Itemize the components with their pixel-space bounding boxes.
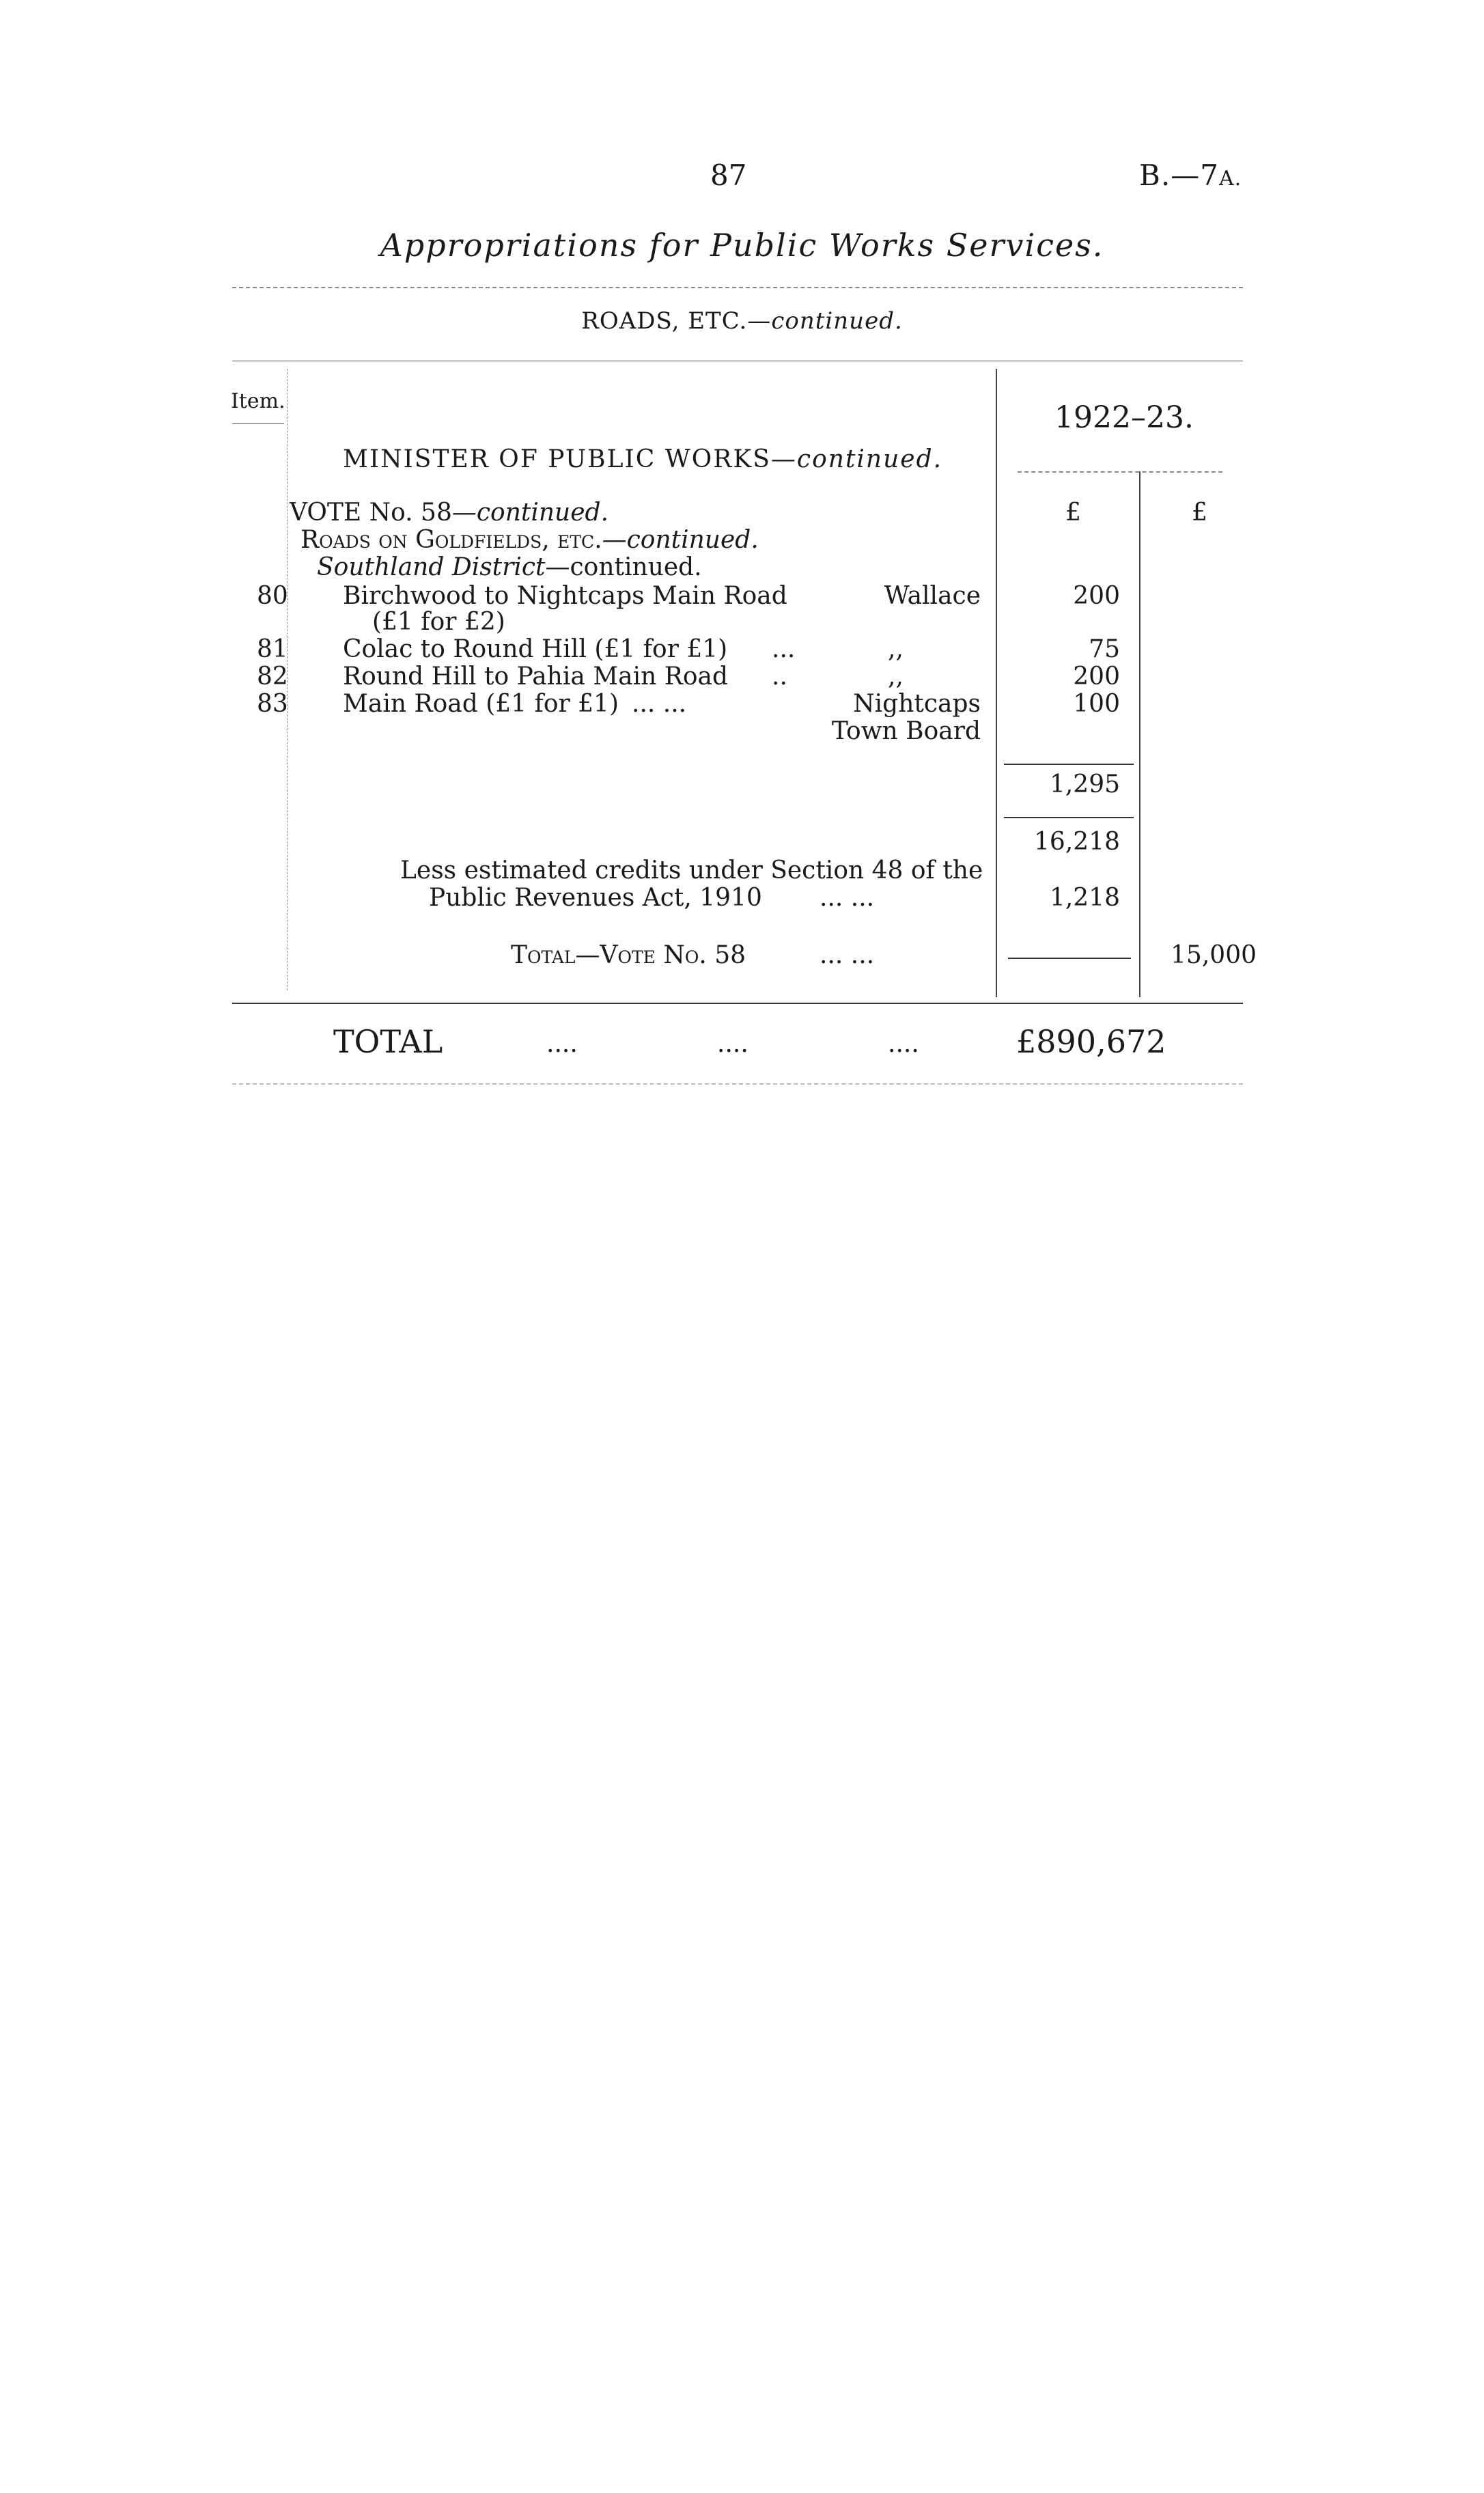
row-80-authority: Wallace — [884, 582, 981, 610]
page-number: 87 — [710, 158, 747, 192]
grand-total-dots-3: .... — [888, 1030, 919, 1058]
doc-ref-prefix: B.—7 — [1139, 158, 1219, 192]
minister-heading-continued: —continued. — [770, 445, 943, 473]
doc-ref-suffix: A. — [1218, 167, 1242, 191]
less-credits-line2: Public Revenues Act, 1910 — [429, 884, 762, 912]
row-83-authority: Nightcaps — [853, 690, 981, 718]
year-header-rule — [1018, 471, 1222, 473]
running-total-rule — [1004, 817, 1134, 818]
row-81-description: Colac to Round Hill (£1 for £1) — [343, 635, 728, 663]
document-reference — [1139, 158, 1242, 192]
grand-total-dots-1: .... — [546, 1030, 578, 1058]
page-title: Appropriations for Public Works Services. — [380, 227, 1104, 264]
row-83-item: 83 — [257, 690, 288, 718]
total-vote-label-text: Total—Vote No. 58 — [511, 941, 746, 969]
row-82-item: 82 — [257, 663, 288, 691]
subhead — [300, 526, 759, 554]
section-title — [0, 307, 1484, 335]
total-vote-leader-dots: ... ... — [820, 941, 875, 969]
row-83-amount: 100 — [1073, 690, 1120, 718]
amount-column-divider — [996, 369, 997, 997]
running-total-amount: 16,218 — [1034, 828, 1120, 856]
grand-total-label: TOTAL — [333, 1023, 443, 1060]
year-column-header: 1922–23. — [1054, 400, 1194, 435]
row-82-authority: ,, — [888, 663, 904, 691]
currency-symbol-col1: £ — [1065, 499, 1081, 527]
title-rule — [232, 287, 1243, 288]
total-vote-amount: 15,000 — [1171, 941, 1257, 969]
row-80-item: 80 — [257, 582, 288, 610]
section-label: ROADS, ETC. — [581, 307, 748, 335]
less-credits-line1: Less estimated credits under Section 48 of the — [400, 856, 983, 885]
minister-heading — [343, 445, 942, 473]
less-credits-amount: 1,218 — [1049, 884, 1120, 912]
row-82-leader-dots: .. — [772, 663, 787, 691]
item-header-rule — [232, 423, 284, 424]
subtotal-amount: 1,295 — [1049, 770, 1120, 798]
grand-total-amount: £890,672 — [1016, 1023, 1166, 1060]
total-column-divider — [1139, 471, 1140, 997]
minister-heading-label: MINISTER OF PUBLIC WORKS — [343, 445, 771, 473]
currency-symbol-col2: £ — [1192, 499, 1207, 527]
row-81-authority: ,, — [888, 635, 904, 663]
row-83-leader-dots: ... ... — [632, 690, 687, 718]
row-81-leader-dots: ... — [772, 635, 796, 663]
total-vote-dash — [1008, 958, 1131, 959]
row-81-amount: 75 — [1089, 635, 1120, 663]
row-83-authority-line2: Town Board — [831, 717, 981, 745]
subhead-label: Roads on Goldfields, etc. — [300, 526, 602, 554]
table-bottom-rule — [232, 1003, 1243, 1004]
row-80-description-line2: (£1 for £2) — [372, 608, 505, 636]
vote-label: VOTE No. 58 — [290, 499, 452, 527]
vote-continued: —continued. — [451, 499, 609, 527]
row-80-description: Birchwood to Nightcaps Main Road — [343, 582, 787, 610]
row-81-item: 81 — [257, 635, 288, 663]
total-vote-label — [511, 941, 746, 969]
subtotal-rule — [1004, 764, 1134, 765]
vote-heading — [290, 499, 608, 527]
district-label: Southland District — [317, 553, 546, 581]
grand-total-dots-2: .... — [717, 1030, 748, 1058]
item-column-header: Item. — [231, 389, 285, 413]
district-continued: —continued. — [545, 553, 702, 581]
row-82-description: Round Hill to Pahia Main Road — [343, 663, 729, 691]
row-83-description: Main Road (£1 for £1) — [343, 690, 619, 718]
page-bottom-rule — [232, 1083, 1243, 1085]
section-continued: —continued. — [747, 307, 903, 335]
subhead-continued: —continued. — [602, 526, 759, 554]
row-82-amount: 200 — [1073, 663, 1120, 691]
row-80-amount: 200 — [1073, 582, 1120, 610]
district-heading — [317, 553, 702, 581]
less-credits-leader-dots: ... ... — [820, 884, 875, 912]
